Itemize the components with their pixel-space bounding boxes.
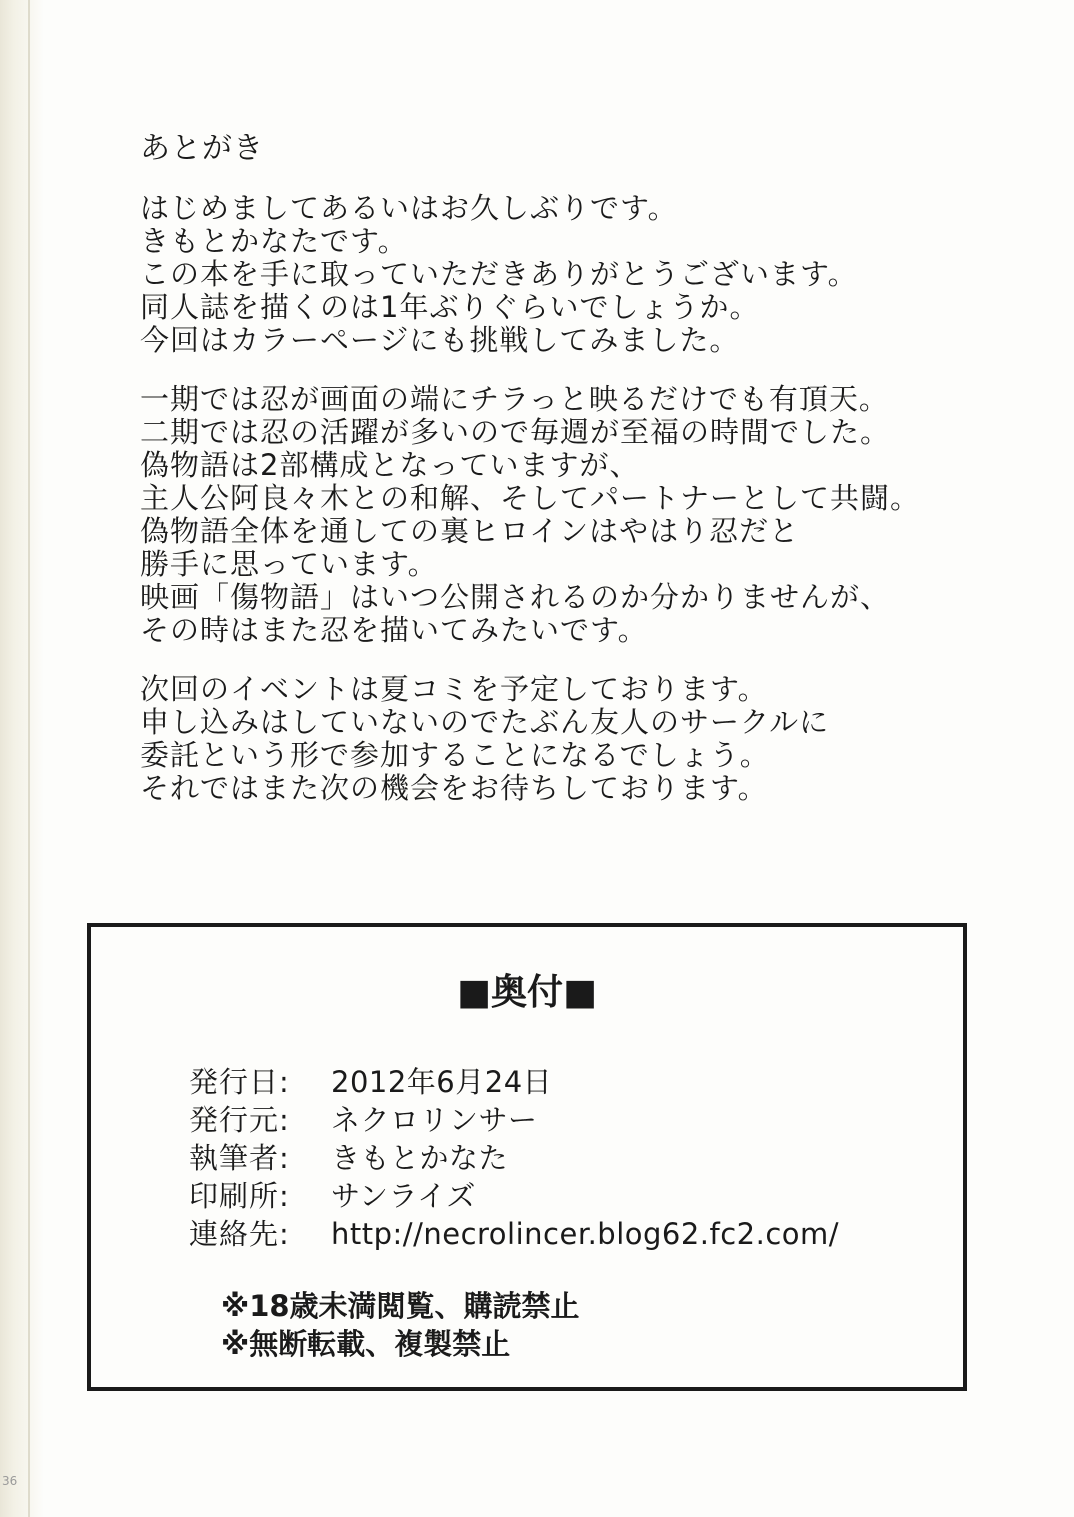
age-restriction-notice: ※18歳未満閲覧、購読禁止: [221, 1289, 580, 1323]
contact-url: http://necrolincer.blog62.fc2.com/: [331, 1217, 840, 1251]
afterword-line: その時はまた忍を描いてみたいです。: [140, 613, 648, 647]
issue-date-value: 2012年6月24日: [331, 1065, 553, 1099]
afterword-line: はじめましてあるいはお久しぶりです。: [140, 191, 678, 225]
author-label: 執筆者:: [189, 1141, 290, 1175]
afterword-line: 偽物語は2部構成となっていますが、: [140, 448, 640, 482]
info-row-printer: [189, 1177, 839, 1215]
afterword-line: 今回はカラーページにも挑戦してみました。: [140, 323, 740, 357]
issue-date-label: 発行日:: [189, 1065, 290, 1099]
publisher-label: 発行元:: [189, 1103, 290, 1137]
info-row-publisher: [189, 1101, 839, 1139]
afterword-line: この本を手に取っていただきありがとうございます。: [140, 257, 858, 291]
binding-crease: [28, 0, 30, 1517]
afterword-line: 同人誌を描くのは1年ぶりぐらいでしょうか。: [140, 290, 760, 324]
afterword-line: 映画「傷物語」はいつ公開されるのか分かりませんが、: [140, 580, 891, 614]
afterword-paragraph-1: [140, 192, 1020, 357]
afterword-paragraph-2: [140, 383, 1020, 647]
afterword-line: 勝手に思っています。: [140, 547, 438, 581]
author-value: きもとかなた: [331, 1141, 509, 1175]
info-row-issue-date: [189, 1063, 839, 1101]
notices: [221, 1287, 580, 1363]
afterword-line: 一期では忍が画面の端にチラっと映るだけでも有頂天。: [140, 382, 889, 416]
binding-edge: [0, 0, 44, 1517]
afterword-line: 二期では忍の活躍が多いので毎週が至福の時間でした。: [140, 415, 891, 449]
afterword-line: きもとかなたです。: [140, 224, 408, 258]
contact-label: 連絡先:: [189, 1217, 290, 1251]
afterword-line: 申し込みはしていないのでたぶん友人のサークルに: [140, 705, 830, 739]
colophon-box: [87, 923, 967, 1391]
afterword-heading: あとがき: [140, 131, 264, 166]
afterword-line: 偽物語全体を通しての裏ヒロインはやはり忍だと: [140, 514, 800, 548]
printer-value: サンライズ: [331, 1179, 476, 1213]
printer-label: 印刷所:: [189, 1179, 290, 1213]
afterword-line: 主人公阿良々木との和解、そしてパートナーとして共闘。: [140, 481, 921, 515]
info-row-author: [189, 1139, 839, 1177]
afterword-paragraph-3: [140, 673, 1020, 805]
info-row-contact: [189, 1215, 839, 1253]
publication-info: [189, 1063, 839, 1253]
afterword-line: それではまた次の機会をお待ちしております。: [140, 771, 768, 805]
publisher-value: ネクロリンサー: [331, 1103, 538, 1137]
afterword-line: 委託という形で参加することになるでしょう。: [140, 738, 770, 772]
page-number: 36: [2, 1474, 18, 1488]
afterword-line: 次回のイベントは夏コミを予定しております。: [140, 672, 768, 706]
copyright-notice: ※無断転載、複製禁止: [221, 1327, 511, 1361]
colophon-title: ■奥付■: [456, 972, 598, 1013]
afterword-section: [140, 128, 1020, 831]
